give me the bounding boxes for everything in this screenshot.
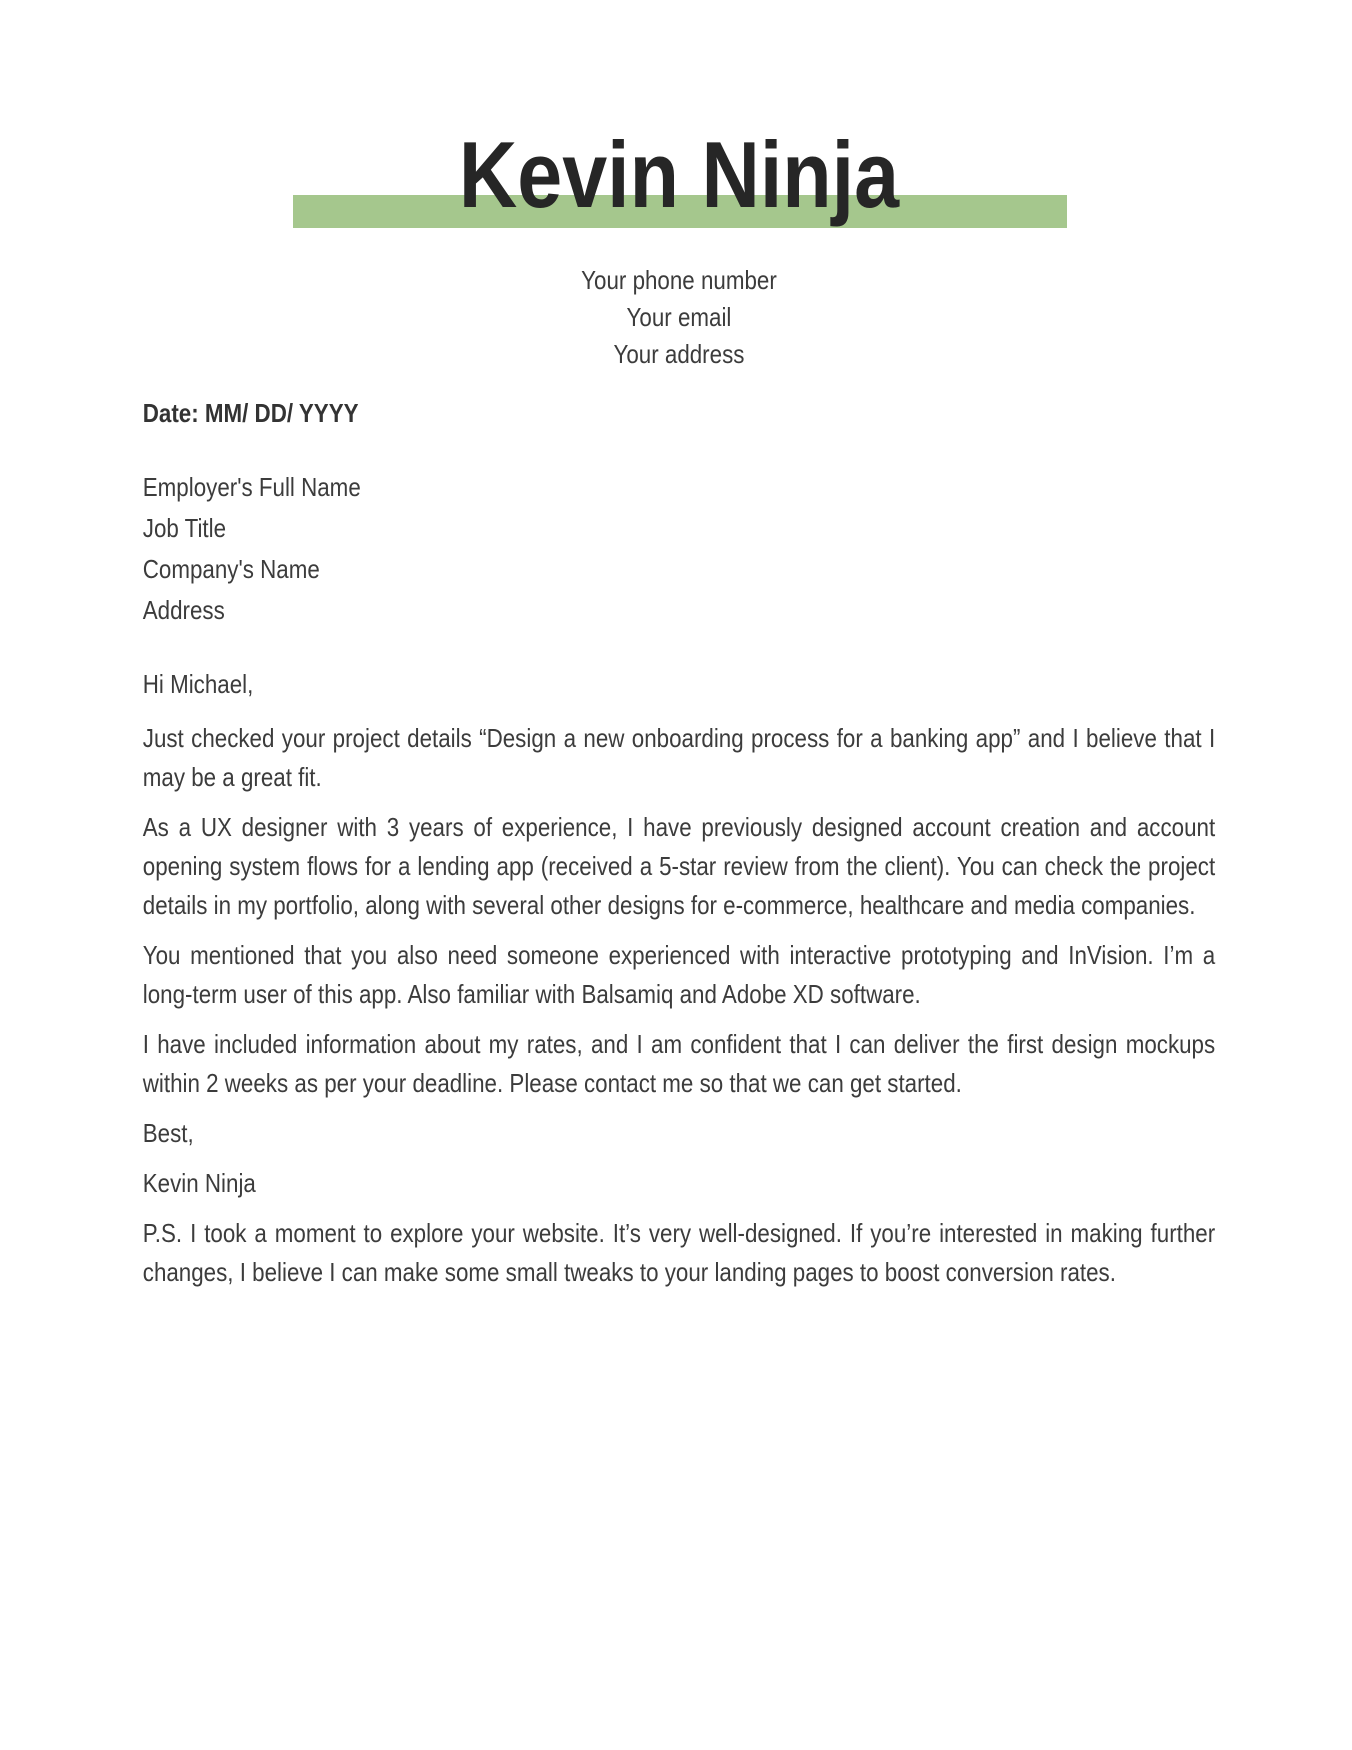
page-title: Kevin Ninja: [458, 122, 900, 227]
recipient-address: Address: [142, 595, 225, 625]
closing: Best,: [142, 1118, 194, 1148]
contact-phone: Your phone number: [581, 265, 777, 295]
recipient-job-title: Job Title: [142, 513, 227, 543]
contact-block: [143, 262, 1215, 373]
body-paragraph-2: As a UX designer with 3 years of experience, I have previously designed account creation and account opening system flows for a lending app (received a 5-star review from the client). You can check the project details in my portfolio, along with several other designs for e-commerce, healthcare and media companies.: [142, 812, 1216, 920]
letter-content: [0, 122, 1352, 1292]
recipient-block: [143, 467, 1215, 631]
recipient-company: Company's Name: [142, 554, 320, 584]
postscript: P.S. I took a moment to explore your website. It’s very well-designed. If you’re interested in making further changes, I believe I can make some small tweaks to your landing pages to boost conversion rates.: [142, 1218, 1216, 1287]
greeting: Hi Michael,: [142, 669, 254, 699]
date-line: Date: MM/ DD/ YYYY: [142, 398, 359, 428]
recipient-name: Employer's Full Name: [142, 472, 361, 502]
contact-email: Your email: [626, 302, 732, 332]
signature: Kevin Ninja: [142, 1168, 256, 1198]
body-paragraph-4: I have included information about my rates, and I am confident that I can deliver the first design mockups within 2 weeks as per your deadline. Please contact me so that we can get started.: [142, 1029, 1216, 1098]
body-paragraph-3: You mentioned that you also need someone experienced with interactive prototyping and InVision. I’m a long-term user of this app. Also familiar with Balsamiq and Adobe XD software.: [142, 940, 1216, 1009]
contact-address: Your address: [613, 339, 745, 369]
body-paragraph-1: Just checked your project details “Design a new onboarding process for a banking app” and I believe that I may be a great fit.: [142, 723, 1216, 792]
